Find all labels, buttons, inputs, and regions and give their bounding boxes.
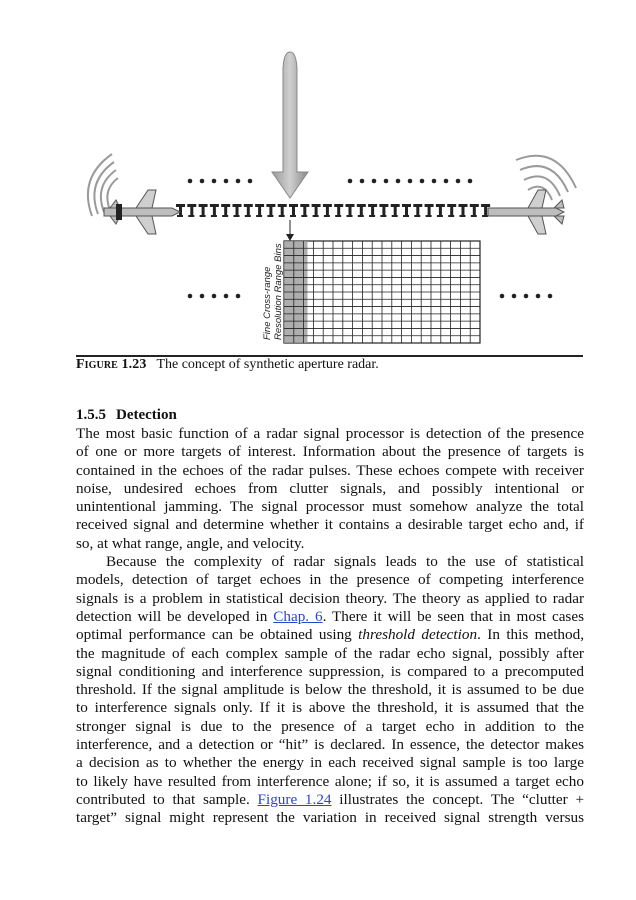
antenna-element-icon [233,204,242,217]
pointer-arrow-icon [286,220,294,241]
paragraph-2-line: threshold. If the signal amplitude is below the threshold, it is assumed to be due [76,681,584,699]
antenna-element-icon [199,204,208,217]
antenna-array [176,204,490,217]
paragraph-1-line: The most basic function of a radar signal processor is detection of the presence [76,425,584,442]
figure-1-24-link[interactable]: Figure 1.24 [257,790,332,808]
axis-label-range-bins: Resolution Range Bins [273,243,284,340]
section-title: Detection [116,407,177,423]
axis-label-cross-range: Fine Cross-range [262,266,273,340]
paragraph-2-line: signals is a problem in statistical decision theory. The theory as applied to radar [76,589,584,607]
antenna-element-icon [346,204,355,217]
paragraph-2-line: the magnitude of each complex sample of the radar echo signal, possibly after [76,644,584,662]
text-segment: illustrates the concept. The “clutter + [331,790,585,808]
antenna-element-icon [447,204,456,217]
antenna-element-icon [470,204,479,217]
axis-label-group [262,243,284,340]
body-text [76,425,584,828]
emphasis-term: threshold detection [358,626,478,644]
antenna-element-icon [312,204,321,217]
antenna-element-icon [459,204,468,217]
paragraph-1-line: contained in the echoes of the radar pulses. These echoes compete with receiver [76,461,584,479]
antenna-element-icon [413,204,422,217]
text-segment: detection will be developed in [76,607,274,625]
text-segment: contributed to that sample. [76,790,258,808]
paragraph-2-line: to likely have resulted from interference alone; if so, it is assumed a target echo [76,772,584,790]
antenna-element-icon [266,204,275,217]
antenna-element-icon [334,204,343,217]
antenna-element-icon [210,204,219,217]
upper-dots [188,179,473,184]
paragraph-2-line: target” signal might represent the variation in received signal strength versus [76,809,584,827]
sar-illustration [76,40,584,360]
paragraph-2-line: signal conditioning and interference suppression, is compared to a precomputed [76,662,584,680]
caption-label: Figure 1.23 [76,357,147,372]
text-segment: optimal performance can be obtained using [76,626,359,644]
antenna-element-icon [323,204,332,217]
text-segment: . In this method, [477,626,585,644]
down-arrow-icon [272,52,308,198]
paragraph-1-line: of one or more targets of interest. Information about the presence of targets is [76,443,584,461]
antenna-element-icon [379,204,388,217]
paragraph-2-line: models, detection of target echoes in the presence of competing interference [76,571,584,589]
antenna-element-icon [357,204,366,217]
antenna-element-icon [436,204,445,217]
antenna-element-icon [187,204,196,217]
aircraft-icon [488,190,564,234]
chapter-6-link[interactable]: Chap. 6 [273,607,323,625]
range-bin-grid [284,241,480,343]
paragraph-2-line: to interference signals only. If it is above the threshold, it is assumed that the [76,699,584,717]
paragraph-2-line: a decision as to whether the energy in each received signal sample is too large [76,754,584,772]
section-number: 1.5.5 [76,407,106,423]
antenna-element-icon [300,204,309,217]
antenna-element-icon [402,204,411,217]
paragraph-2-line [76,608,584,626]
paragraph-2-line [76,626,584,644]
paragraph-2-line [76,791,584,809]
antenna-element-icon [289,204,298,217]
paragraph-1-line: noise, undesired echoes from clutter signals, and possibly intentional or [76,479,584,497]
text-segment: . There it will be seen that in most cases [322,607,584,625]
antenna-element-icon [391,204,400,217]
paragraph-2-line: interference, and a detection or “hit” is declared. In essence, the detector makes [76,736,584,754]
antenna-element-icon [368,204,377,217]
sar-figure [76,40,584,360]
antenna-element-icon [425,204,434,217]
paragraph-1-line: unintentional jamming. The signal processor must somehow analyze the total [76,498,584,516]
figure-caption [76,356,379,374]
paragraph-1-line: received signal and determine whether it contains a desirable target echo and, if [76,516,584,534]
antenna-element-icon [244,204,253,217]
antenna-element-icon [278,204,287,217]
radar-wave-icon [516,156,576,200]
antenna-element-icon [221,204,230,217]
paragraph-2-line: stronger signal is due to the presence of a target echo in addition to the [76,717,584,735]
paragraph-1-line: so, at what range, angle, and velocity. [76,534,305,552]
antenna-element-icon [255,204,264,217]
paragraph-2-line: Because the complexity of radar signals leads to the use of statistical [106,553,584,571]
aircraft-icon [104,190,180,234]
section-heading [76,405,177,425]
caption-text: The concept of synthetic aperture radar. [156,357,379,372]
